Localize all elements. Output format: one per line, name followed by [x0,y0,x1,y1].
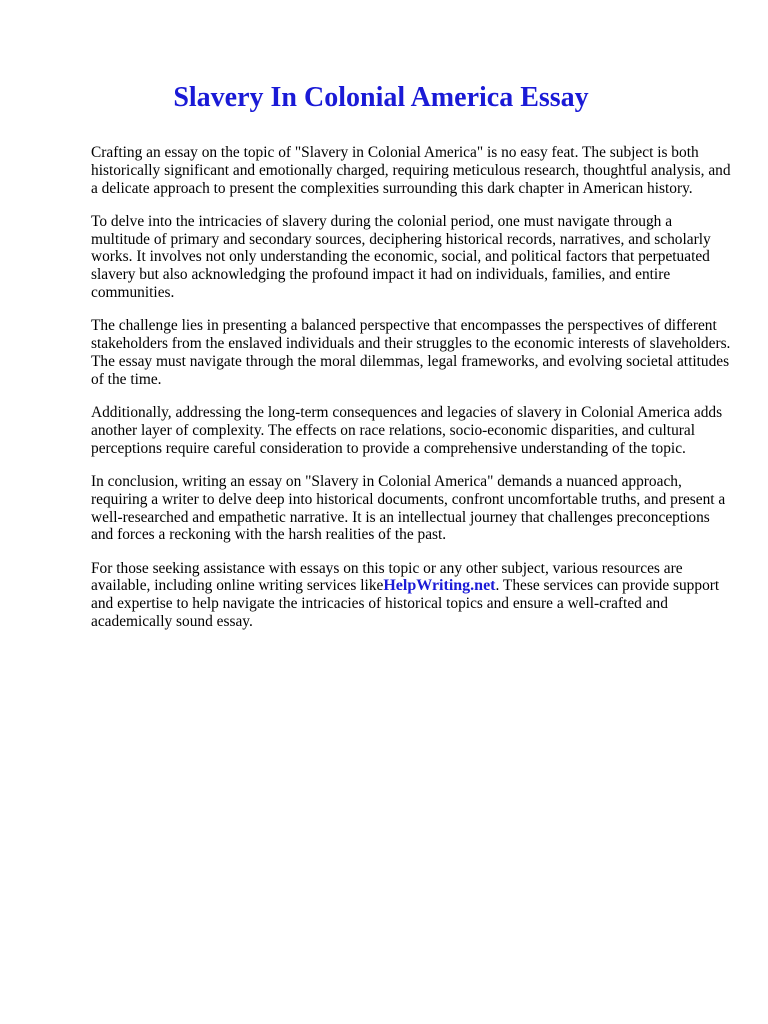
paragraph-resources [91,560,731,631]
document-page [91,78,731,646]
paragraph-sources: To delve into the intricacies of slavery during the colonial period, one must navigate through a multitude of primary and secondary sources, deciphering historical records, narratives, and scholarly works. It involves not only understanding the economic, social, and political factors that perpetuated slavery but also acknowledging the profound impact it had on individuals, families, and entire communities. [91,212,711,302]
document-title: Slavery In Colonial America Essay [173,82,589,113]
document-body [91,144,731,631]
paragraph-consequences: Additionally, addressing the long-term consequences and legacies of slavery in Colonial America adds another layer of complexity. The effects on race relations, socio-economic disparities, and cultural perceptions require careful consideration to provide a comprehensive understanding of the topic. [91,404,723,457]
resources-text-before-link: For those seeking assistance with essays on this topic or any other subject, various resources are available, including online writing services like [91,559,683,595]
helpwriting-link[interactable]: HelpWriting.net [383,577,496,595]
paragraph-challenge: The challenge lies in presenting a balanced perspective that encompasses the perspectives of different stakeholders from the enslaved individuals and their struggles to the economic interests of slaveholders. The essay must navigate through the moral dilemmas, legal frameworks, and evolving societal attitudes of the time. [91,317,731,388]
paragraph-intro: Crafting an essay on the topic of "Slavery in Colonial America" is no easy feat. The subject is both historically significant and emotionally charged, requiring meticulous research, thoughtful analysis, and a delicate approach to present the complexities surrounding this dark chapter in American history. [91,144,731,197]
resources-text-after-link: . These services can provide support and expertise to help navigate the intricacies of historical topics and ensure a well-crafted and academically sound essay. [91,577,720,631]
paragraph-conclusion: In conclusion, writing an essay on "Slavery in Colonial America" demands a nuanced approach, requiring a writer to delve deep into historical documents, confront uncomfortable truths, and present a well-researched and empathetic narrative. It is an intellectual journey that challenges preconceptions and forces a reckoning with the harsh realities of the past. [91,472,726,544]
